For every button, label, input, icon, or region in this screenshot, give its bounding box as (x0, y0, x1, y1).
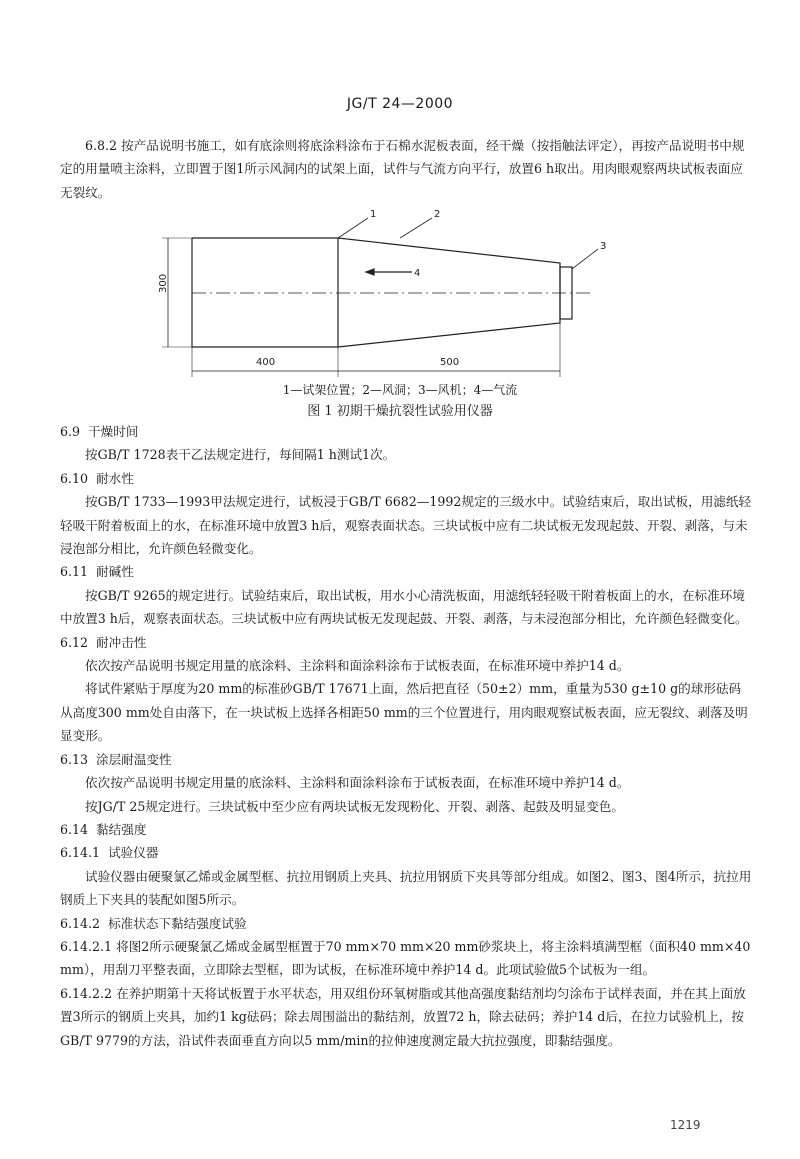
section-6-13-heading: 6.13 涂层耐温变性 (60, 751, 172, 767)
section-6-10-body: 按GB/T 1733—1993甲法规定进行，试板浸于GB/T 6682—1992规定的三级水中。试验结束后，取出试板，用滤纸轻轻吸干附着板面上的水，在标准环境中放置3 h后，观察表面状态。三块试板中应有二块试板无发现起鼓、开裂、剥落，与未浸泡部分相比，允许颜色轻微变化。 (60, 494, 752, 557)
section-6-14-1-body: 试验仪器由硬聚氯乙烯或金属型框、抗拉用钢质上夹具、抗拉用钢质下夹具等部分组成。如图2、图3、图4所示，抗拉用钢质上下夹具的装配如图5所示。 (60, 868, 752, 908)
figure-legend: 1—试架位置；2—风洞；3—风机；4—气流 (282, 383, 518, 397)
para-6-8-2: 6.8.2 按产品说明书施工，如有底涂则将底涂料涂布于石棉水泥板表面，经干燥（按指触法评定），再按产品说明书中规定的用量喷主涂料，立即置于图1所示风洞内的试架上面，试件与气流方向平行，放置6 h取出。用肉眼观察两块试板表面应无裂纹。 (60, 138, 745, 200)
body-sections (60, 420, 752, 1052)
para-6-14-2-2: 6.14.2.2 在养护期第十天将试板置于水平状态，用双组份环氧树脂或其他高强度黏结剂均匀涂布于试样表面，并在其上面放置3所示的钢质上夹具，加约1 kg砝码；除去周围溢出的黏结剂，放置72 h，除去砝码；养护14 d后，在拉力试验机上，按GB/T 9779的方法，沿试件表面垂直方向以5 mm/min的拉伸速度测定最大抗拉强度，即黏结强度。 (60, 985, 746, 1048)
section-6-11-heading: 6.11 耐碱性 (60, 564, 134, 580)
wind-tunnel-outline (192, 238, 560, 347)
section-6-11-body: 按GB/T 9265的规定进行。试验结束后，取出试板，用水小心清洗板面，用滤纸轻轻吸干附着板面上的水，在标准环境中放置3 h后，观察表面状态。三块试板中应有两块试板无发现起鼓、开裂、剥落，与未浸泡部分相比，允许颜色轻微变化。 (60, 587, 748, 627)
figure-1-apparatus (150, 205, 630, 405)
figure-title: 图 1 初期干燥抗裂性试验用仪器 (307, 404, 493, 419)
dim-right-label: 500 (440, 357, 460, 368)
section-6-14-2-heading: 6.14.2 标准状态下黏结强度试验 (60, 915, 247, 931)
section-6-12-heading: 6.12 耐冲击性 (60, 634, 147, 650)
dim-left-label: 400 (256, 357, 276, 368)
section-6-12-body-1: 依次按产品说明书规定用量的底涂料、主涂料和面涂料涂布于试板表面，在标准环境中养护14 d。 (85, 658, 630, 674)
dim-height-label: 300 (158, 273, 169, 293)
mark-4: 4 (414, 268, 421, 279)
section-6-14-heading: 6.14 黏结强度 (60, 821, 147, 837)
section-6-13-body-2: 按JG/T 25规定进行。三块试板中至少应有两块试板无发现粉化、开裂、剥落、起鼓及明显变色。 (85, 798, 624, 814)
section-6-13-body-1: 依次按产品说明书规定用量的底涂料、主涂料和面涂料涂布于试板表面，在标准环境中养护14 d。 (85, 775, 630, 791)
mark-2: 2 (434, 209, 441, 220)
section-6-9-heading: 6.9 干燥时间 (60, 424, 139, 439)
standard-header: JG/T 24—2000 (346, 96, 454, 112)
para-6-14-2-1: 6.14.2.1 将图2所示硬聚氯乙烯或金属型框置于70 mm×70 mm×20 mm砂浆块上，将主涂料填满型框（面积40 mm×40 mm），用刮刀平整表面，立即除去型框，即为试板，在标准环境中养护14 d。此项试验做5个试板为一组。 (60, 938, 751, 978)
section-6-10-heading: 6.10 耐水性 (60, 470, 134, 486)
section-6-9-body: 按GB/T 1728表干乙法规定进行，每间隔1 h测试1次。 (85, 447, 396, 463)
section-6-12-body-2: 将试件紧贴于厚度为20 mm的标准砂GB/T 17671上面，然后把直径（50±2）mm，重量为530 g±10 g的球形砝码从高度300 mm处自由落下，在一块试板上选择各相距50 mm的三个位置进行，用肉眼观察试板表面，应无裂纹、剥落及明显变形。 (60, 681, 748, 744)
mark-1: 1 (370, 209, 377, 220)
mark-3: 3 (600, 241, 607, 252)
section-6-14-1-heading: 6.14.1 试验仪器 (60, 845, 159, 861)
page-number: 1219 (670, 1118, 701, 1132)
